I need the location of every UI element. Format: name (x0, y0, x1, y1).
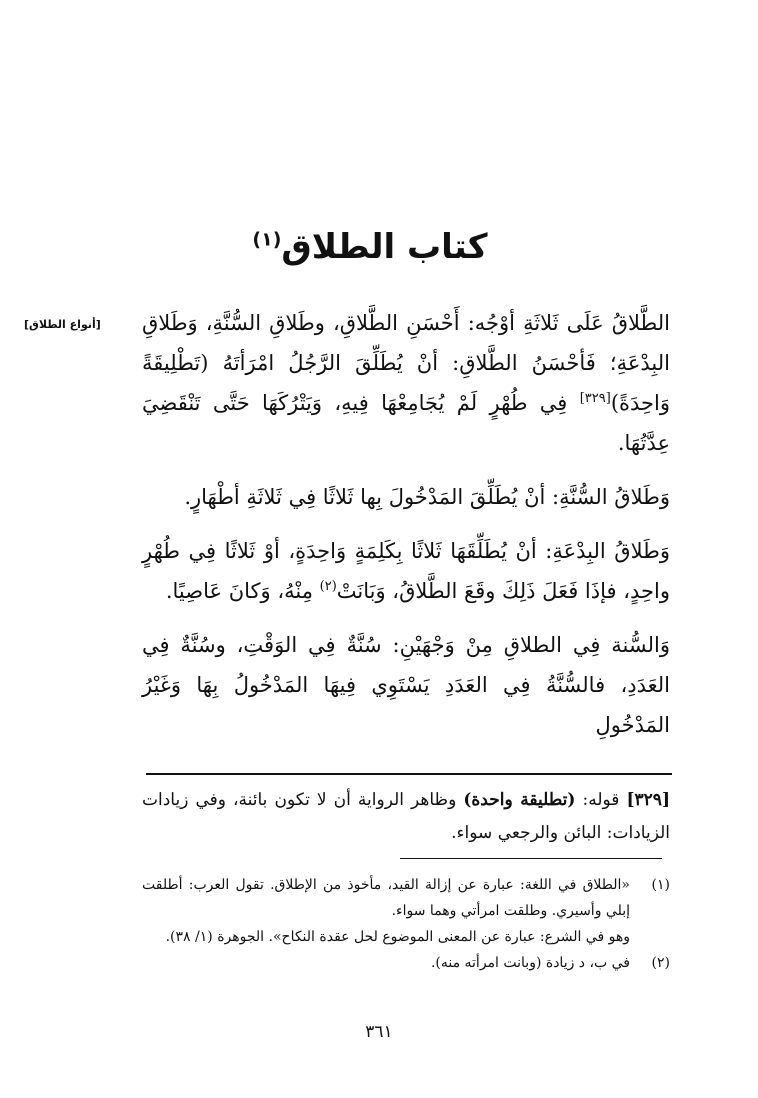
main-paragraph-4: وَالسُّنة فِي الطلاقِ مِنْ وَجْهَيْنِ: سُنَّةٌ فِي الوَقْتِ، وسُنَّةٌ فِي العَدَدِ، فالسُّنَّةُ فِي العَدَدِ يَسْتَوِي فِيهَا المَدْخُولُ بِهَا وَغَيْرُ المَدْخُولِ (142, 633, 670, 737)
commentary-label: قوله: (582, 790, 620, 810)
commentary-ref-329: [٣٢٩] (579, 391, 611, 406)
footnote-2-number: (٢) (651, 955, 670, 971)
footnote-separator-rule (400, 858, 662, 859)
footnote-1-line-1: «الطلاق في اللغة: عبارة عن إزالة القيد، مأخوذ من الإطلاق. تقول العرب: أطلقت إبلي وأسيري. وطلقت امرأتي وهما سواء. (142, 877, 630, 919)
text-separator-rule (146, 773, 672, 775)
chapter-footnote-ref: (١) (252, 228, 282, 251)
chapter-title (150, 225, 590, 269)
side-note-topic: [أنواع الطلاق] (24, 318, 101, 331)
main-text (142, 303, 670, 745)
footnote-2-line-1: في ب، د زيادة (وبانت امرأته منه). (430, 955, 630, 971)
main-paragraph-1-text-a: الطَّلاقُ عَلَى ثَلاثَةِ أوْجُه: أَحْسَنِ الطَّلاقِ، وطَلاقِ السُّنَّةِ، وَطَلاقِ البِدْعَةِ؛ فَأحْسَنُ الطَّلاقِ: أنْ يُطَلِّقَ الرَّجُلُ امْرَأتَهُ (تَطْلِيقَةً وَاحِدَةً) (142, 311, 670, 415)
chapter-title-text: كتاب الطلاق (281, 227, 488, 267)
main-paragraph-1 (142, 303, 670, 463)
footnotes-section (142, 872, 670, 976)
commentary-section (142, 784, 670, 850)
main-paragraph-2: وَطَلاقُ السُّنَّةِ: أنْ يُطَلِّقَ المَدْخُولَ بِها ثَلاثًا فِي ثَلاثَةِ أطْهَارٍ. (184, 485, 670, 509)
commentary-entry (142, 784, 670, 850)
page-number: ٣٦١ (365, 1022, 393, 1042)
footnote-1 (142, 872, 670, 924)
footnote-1-number: (١) (651, 877, 670, 893)
commentary-number: [٣٢٩] (626, 790, 670, 810)
footnote-ref-2: (٢) (319, 579, 337, 594)
main-paragraph-3 (142, 531, 670, 611)
footnote-2 (142, 950, 670, 976)
commentary-quote: (تطليقة واحدة) (463, 790, 576, 810)
main-paragraph-1-text-b: فِي طُهْرٍ لَمْ يُجَامِعْهَا فِيهِ، وَيَتْرُكَهَا حَتَّى تَنْقَضِيَ عِدَّتُهَا. (142, 391, 670, 455)
main-paragraph-3-text-a: وَطَلاقُ البِدْعَةِ: أنْ يُطَلِّقَهَا ثَلاثًا بِكَلِمَةٍ وَاحِدَةٍ، أوْ ثَلاثًا فِي طُهْرٍ واحِدٍ، فإذَا فَعَلَ ذَلِكَ وقَعَ الطَّلاقُ، وَبَانَتْ (142, 539, 670, 603)
main-paragraph-3-text-b: مِنْهُ، وَكانَ عَاصِيًا. (165, 579, 320, 603)
commentary-text: وظاهر الرواية أن لا تكون بائنة، وفي زيادات الزيادات: البائن والرجعي سواء. (142, 790, 670, 843)
footnote-1-continuation: وهو في الشرع: عبارة عن المعنى الموضوع لحل عقدة النكاح». الجوهرة (١/ ٣٨). (165, 929, 630, 945)
